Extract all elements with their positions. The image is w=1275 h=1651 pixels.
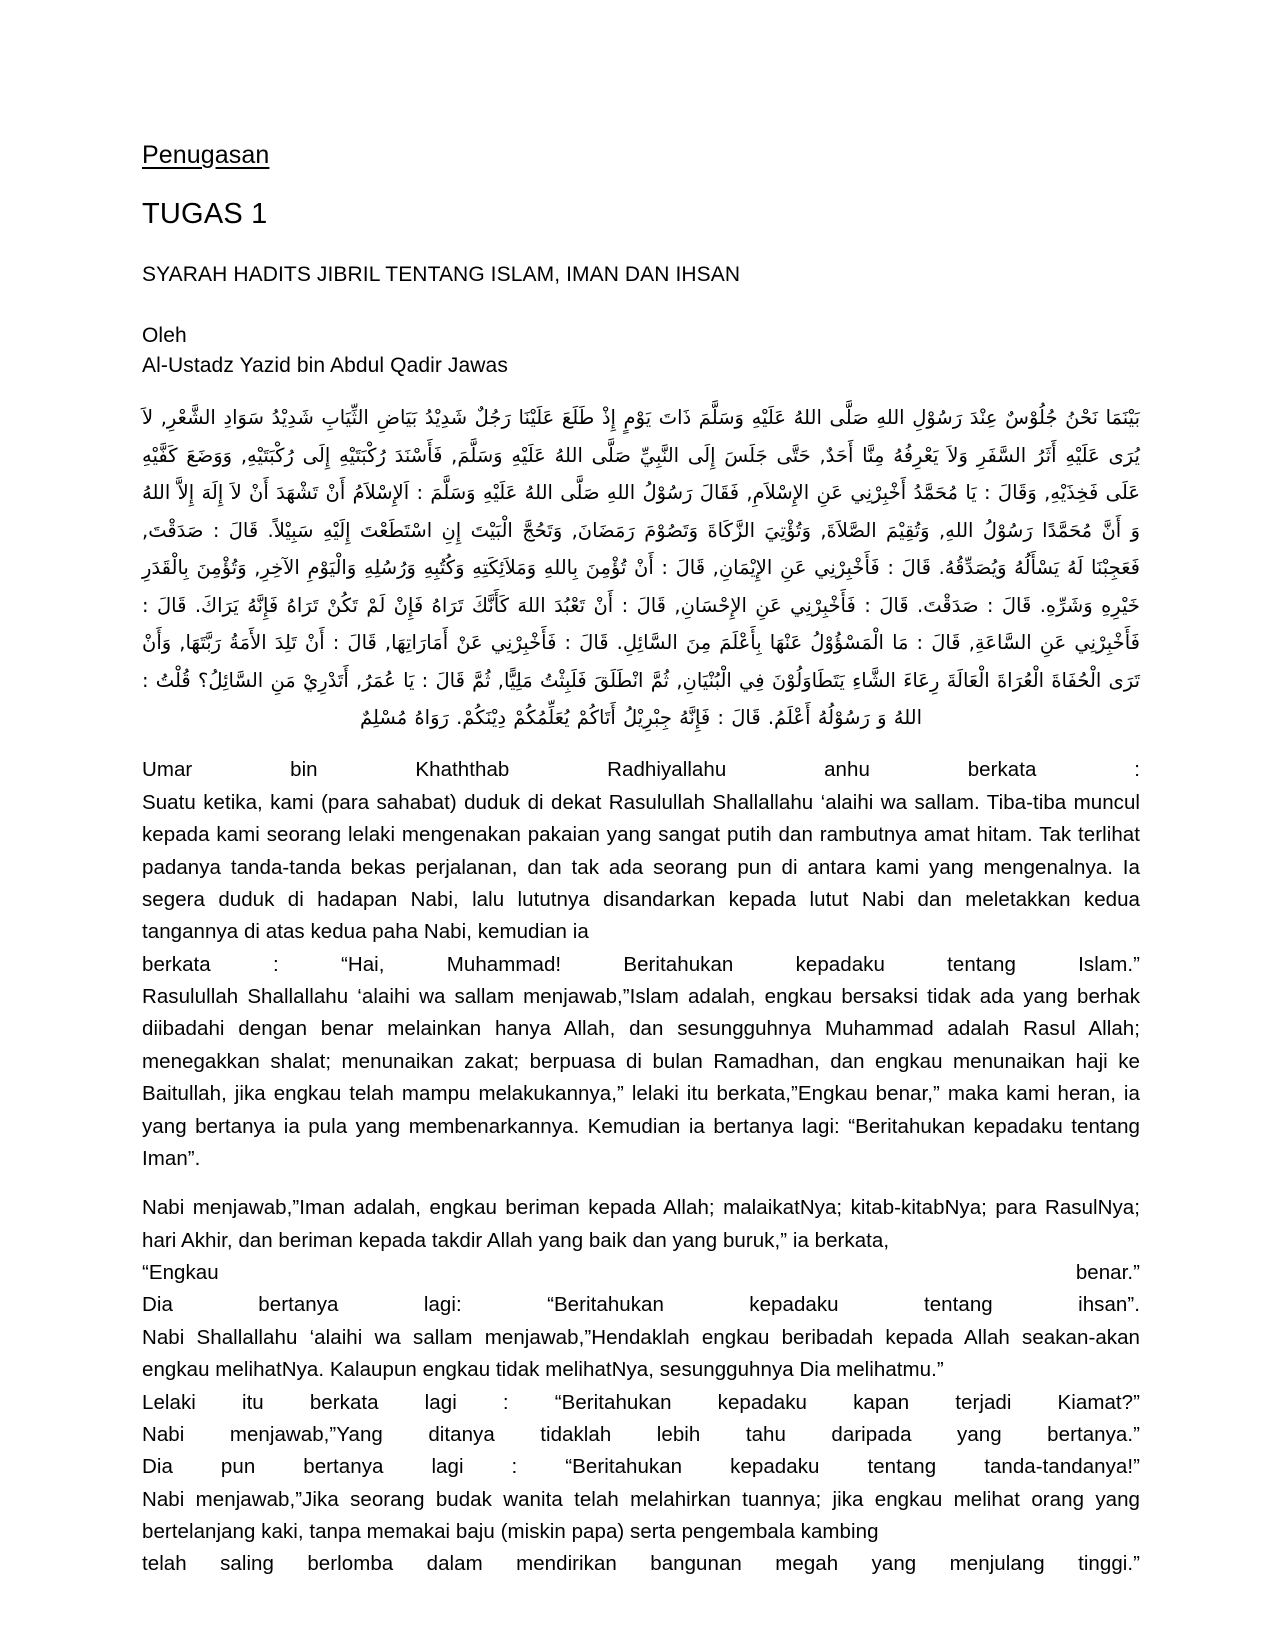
justified-line: telah saling berlomba dalam mendirikan bangunan megah yang menjulang tinggi.” [142,1552,1140,1576]
text-run: Rasulullah Shallallahu ‘alaihi wa sallam menjawab,”Islam adalah, engkau bersaksi tidak ada yang berhak diibadahi dengan benar melainkan hanya Allah, dan sesungguhnya Muhammad adalah Rasul Allah; menegakkan shalat; menunaikan zakat; berpuasa di bulan Ramadhan, dan engkau menunaikan haji ke Baitullah, jika engkau telah mampu melakukannya,” lelaki itu berkata,”Engkau benar,” maka kami heran, ia yang bertanya ia pula yang membenarkannya. Kemudian ia bertanya lagi: “Beritahukan kepadaku tentang Iman”. [142,985,1140,1170]
justified-line: Dia pun bertanya lagi : “Beritahukan kepadaku tentang tanda-tandanya!” [142,1455,1140,1479]
justified-line: Lelaki itu berkata lagi : “Beritahukan kepadaku kapan terjadi Kiamat?” [142,1390,1140,1414]
paragraph-2 [142,1192,1140,1581]
justified-line: berkata : “Hai, Muhammad! Beritahukan kepadaku tentang Islam.” [142,952,1140,976]
byline-label: Oleh [142,323,187,347]
text-run: Nabi menjawab,”Iman adalah, engkau beriman kepada Allah; malaikatNya; kitab-kitabNya; para RasulNya; hari Akhir, dan beriman kepada takdir Allah yang baik dan yang buruk,” ia berkata, [142,1196,1140,1252]
byline [142,321,1140,382]
justified-line: Dia bertanya lagi: “Beritahukan kepadaku tentang ihsan”. [142,1293,1140,1317]
page-title: Penugasan [142,141,270,169]
paragraph-1 [142,754,1140,1175]
justified-line: Nabi menjawab,”Yang ditanya tidaklah lebih tahu daripada yang bertanya.” [142,1422,1140,1446]
justified-line: Umar bin Khaththab Radhiyallahu anhu berkata : [142,758,1140,782]
subject-line: SYARAH HADITS JIBRIL TENTANG ISLAM, IMAN DAN IHSAN [142,263,741,287]
text-run: Nabi menjawab,”Jika seorang budak wanita telah melahirkan tuannya; jika engkau melihat orang yang bertelanjang kaki, tanpa memakai baju (miskin papa) serta pengembala kambing [142,1487,1140,1544]
text-run: Suatu ketika, kami (para sahabat) duduk di dekat Rasulullah Shallallahu ‘alaihi wa sallam. Tiba-tiba muncul kepada kami seorang lelaki mengenakan pakaian yang sangat putih dan rambutnya amat hitam. Tak terlihat padanya tanda-tanda bekas perjalanan, dan tak ada seorang pun di antara kami yang mengenalnya. Ia segera duduk di hadapan Nabi, lalu lututnya disandarkan kepada lutut Nabi dan meletakkan kedua tangannya di atas kedua paha Nabi, kemudian ia [142,790,1140,944]
justified-line: “Engkau benar.” [142,1261,1140,1285]
arabic-hadith-text: بَيْنَمَا نَحْنُ جُلُوْسٌ عِنْدَ رَسُوْلِ اللهِ صَلَّى اللهُ عَلَيْهِ وَسَلَّمَ ذَاتَ يَوْمٍ إِذْ طَلَعَ عَلَيْنَا رَجُلٌ شَدِيْدُ بَيَاضِ الثِّيَابِ شَدِيْدُ سَوَادِ الشَّعْرِ, لاَ يُرَى عَلَيْهِ أَثَرُ السَّفَرِ وَلاَ يَعْرِفُهُ مِنَّا أَحَدٌ, حَتَّى جَلَسَ إِلَى النَّبِيِّ صَلَّى اللهُ عَلَيْهِ وَسَلَّمَ, فَأَسْنَدَ رُكْبَتَيْهِ إِلَى رُكْبَتَيْهِ, وَوَضَعَ كَفَّيْهِ عَلَى فَخِذَيْهِ, وَقَالَ : يَا مُحَمَّدُ أَخْبِرْنِي عَنِ الإِسْلاَمِ, فَقَالَ رَسُوْلُ اللهِ صَلَّى اللهُ عَلَيْهِ وَسَلَّمَ : اَلإِسْلاَمُ أَنْ تَشْهَدَ أَنْ لاَ إِلَهَ إِلاَّ اللهُ وَ أَنَّ مُحَمَّدًا رَسُوْلُ اللهِ, وَتُقِيْمَ الصَّلاَةَ, وَتُؤْتِيَ الزَّكَاةَ وَتَصُوْمَ رَمَضَانَ, وَتَحُجَّ الْبَيْتَ إِنِ اسْتَطَعْتَ إِلَيْهِ سَبِيْلاً. قَالَ : صَدَقْتَ, فَعَجِبْنَا لَهُ يَسْأَلُهُ وَيُصَدِّقُهُ. قَالَ : فَأَخْبِرْنِي عَنِ الإِيْمَانِ, قَالَ : أَنْ تُؤْمِنَ بِاللهِ وَمَلاَئِكَتِهِ وَكُتُبِهِ وَرُسُلِهِ وَالْيَوْمِ الآخِرِ, وَتُؤْمِنَ بِالْقَدَرِ خَيْرِهِ وَشَرِّهِ. قَالَ : صَدَقْتَ. قَالَ : فَأَخْبِرْنِي عَنِ الإِحْسَانِ, قَالَ : أَنْ تَعْبُدَ اللهَ كَأَنَّكَ تَرَاهُ فَإِنْ لَمْ تَكُنْ تَرَاهُ فَإِنَّهُ يَرَاكَ. قَالَ : فَأَخْبِرْنِي عَنِ السَّاعَةِ, قَالَ : مَا الْمَسْؤُوْلُ عَنْهَا بِأَعْلَمَ مِنَ السَّائِلِ. قَالَ : فَأَخْبِرْنِي عَنْ أَمَارَاتِهَا, قَالَ : أَنْ تَلِدَ الأَمَةُ رَبَّتَهَا, وَأَنْ تَرَى الْحُفَاةَ الْعُرَاةَ الْعَالَةَ رِعَاءَ الشَّاءِ يَتَطَاوَلُوْنَ فِي الْبُنْيَانِ, ثُمَّ انْطَلَقَ فَلَبِثْتُ مَلِيًّا, ثُمَّ قَالَ : يَا عُمَرُ, أَتَدْرِيْ مَنِ السَّائِلُ؟ قُلْتُ : اللهُ وَ رَسُوْلُهُ أَعْلَمُ. قَالَ : فَإِنَّهُ جِبْرِيْلُ أَتَاكُمْ يُعَلِّمُكُمْ دِيْنَكُمْ. رَوَاهُ مُسْلِمٌ [142,406,1140,729]
byline-author: Al-Ustadz Yazid bin Abdul Qadir Jawas [142,354,508,378]
text-run: Nabi Shallallahu ‘alaihi wa sallam menjawab,”Hendaklah engkau beribadah kepada Allah seakan-akan engkau melihatNya. Kalaupun engkau tidak melihatNya, sesungguhnya Dia melihatmu.” [142,1325,1140,1382]
assignment-heading: TUGAS 1 [142,197,268,230]
